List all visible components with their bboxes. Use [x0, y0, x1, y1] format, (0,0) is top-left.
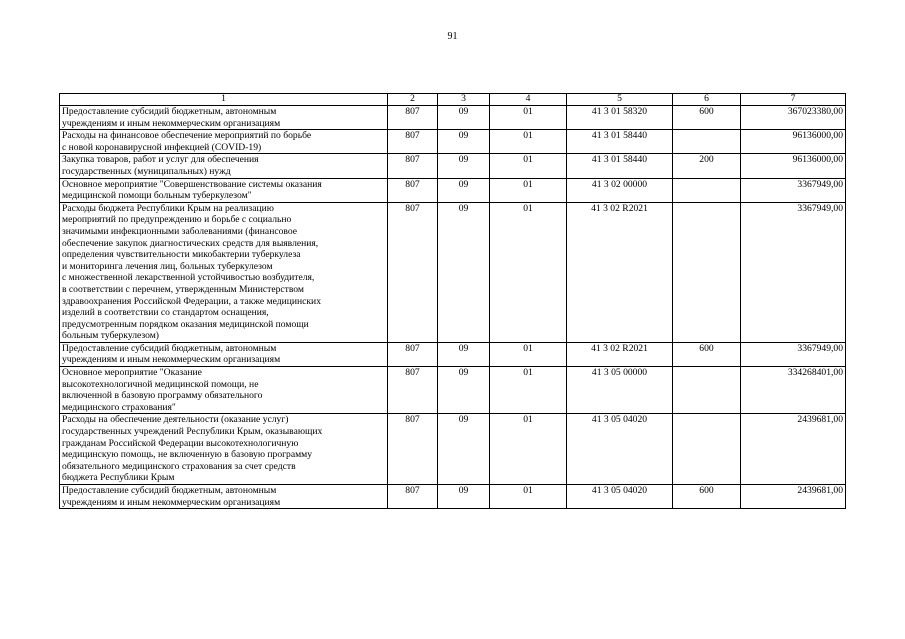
- item-name-cell: Расходы бюджета Республики Крым на реализацию мероприятий по предупреждению и борьбе с социально значимыми инфекционными заболеваниями (финансовое обеспечение закупок диагностических средств для выявления, определения чувствительности микобактерии туберкулеза и мониторинга лечения лиц, больных туберкулезом с множественной лекарственной устойчивостью возбудителя, в соответствии с перечнем, утвержденным Министерством здравоохранения Российской Федерации, а также медицинских изделий в соответствии со стандартом оснащения, предусмотренным порядком оказания медицинской помощи больным туберкулезом): [60, 202, 388, 342]
- ministry-code-cell: 807: [388, 154, 438, 178]
- budget-table: [59, 93, 846, 509]
- section-code-cell: 09: [438, 106, 490, 130]
- column-header: 7: [741, 94, 846, 106]
- subsection-code-cell: 01: [490, 130, 567, 154]
- column-header: 1: [60, 94, 388, 106]
- table-row: [60, 414, 846, 485]
- amount-cell: 2439681,00: [741, 485, 846, 509]
- amount-cell: 3367949,00: [741, 342, 846, 366]
- section-code-cell: 09: [438, 202, 490, 342]
- expense-type-cell: 600: [673, 342, 741, 366]
- target-article-cell: 41 3 05 04020: [567, 485, 673, 509]
- section-code-cell: 09: [438, 414, 490, 485]
- column-header: 2: [388, 94, 438, 106]
- amount-cell: 3367949,00: [741, 202, 846, 342]
- target-article-cell: 41 3 05 04020: [567, 414, 673, 485]
- target-article-cell: 41 3 01 58440: [567, 130, 673, 154]
- column-header: 4: [490, 94, 567, 106]
- expense-type-cell: 600: [673, 106, 741, 130]
- target-article-cell: 41 3 02 R2021: [567, 202, 673, 342]
- amount-cell: 2439681,00: [741, 414, 846, 485]
- subsection-code-cell: 01: [490, 178, 567, 202]
- ministry-code-cell: 807: [388, 414, 438, 485]
- subsection-code-cell: 01: [490, 367, 567, 414]
- table-row: [60, 367, 846, 414]
- item-name-cell: Предоставление субсидий бюджетным, автономным учреждениям и иным некоммерческим организациям: [60, 342, 388, 366]
- ministry-code-cell: 807: [388, 342, 438, 366]
- page-number: 91: [447, 31, 458, 42]
- section-code-cell: 09: [438, 178, 490, 202]
- item-name-cell: Расходы на финансовое обеспечение мероприятий по борьбе с новой коронавирусной инфекцией (COVID-19): [60, 130, 388, 154]
- amount-cell: 367023380,00: [741, 106, 846, 130]
- expense-type-cell: [673, 367, 741, 414]
- ministry-code-cell: 807: [388, 202, 438, 342]
- column-number-row: [60, 94, 846, 106]
- column-header: 6: [673, 94, 741, 106]
- section-code-cell: 09: [438, 485, 490, 509]
- subsection-code-cell: 01: [490, 485, 567, 509]
- amount-cell: 3367949,00: [741, 178, 846, 202]
- item-name-cell: Предоставление субсидий бюджетным, автономным учреждениям и иным некоммерческим организациям: [60, 485, 388, 509]
- expense-type-cell: 200: [673, 154, 741, 178]
- expense-type-cell: 600: [673, 485, 741, 509]
- expense-type-cell: [673, 178, 741, 202]
- subsection-code-cell: 01: [490, 414, 567, 485]
- table-row: [60, 178, 846, 202]
- section-code-cell: 09: [438, 154, 490, 178]
- subsection-code-cell: 01: [490, 154, 567, 178]
- column-header: 5: [567, 94, 673, 106]
- amount-cell: 96136000,00: [741, 154, 846, 178]
- section-code-cell: 09: [438, 342, 490, 366]
- table-row: [60, 106, 846, 130]
- column-header: 3: [438, 94, 490, 106]
- table-row: [60, 342, 846, 366]
- target-article-cell: 41 3 02 R2021: [567, 342, 673, 366]
- expense-type-cell: [673, 202, 741, 342]
- amount-cell: 334268401,00: [741, 367, 846, 414]
- subsection-code-cell: 01: [490, 202, 567, 342]
- table-row: [60, 130, 846, 154]
- target-article-cell: 41 3 02 00000: [567, 178, 673, 202]
- target-article-cell: 41 3 01 58440: [567, 154, 673, 178]
- item-name-cell: Закупка товаров, работ и услуг для обеспечения государственных (муниципальных) нужд: [60, 154, 388, 178]
- ministry-code-cell: 807: [388, 178, 438, 202]
- section-code-cell: 09: [438, 367, 490, 414]
- table-row: [60, 154, 846, 178]
- target-article-cell: 41 3 05 00000: [567, 367, 673, 414]
- item-name-cell: Расходы на обеспечение деятельности (оказание услуг) государственных учреждений Республики Крым, оказывающих гражданам Российской Федерации высокотехнологичную медицинскую помощь, не включенную в базовую программу обязательного медицинского страхования за счет средств бюджета Республики Крым: [60, 414, 388, 485]
- table-row: [60, 202, 846, 342]
- ministry-code-cell: 807: [388, 106, 438, 130]
- ministry-code-cell: 807: [388, 367, 438, 414]
- subsection-code-cell: 01: [490, 342, 567, 366]
- ministry-code-cell: 807: [388, 485, 438, 509]
- expense-type-cell: [673, 414, 741, 485]
- subsection-code-cell: 01: [490, 106, 567, 130]
- table-row: [60, 485, 846, 509]
- ministry-code-cell: 807: [388, 130, 438, 154]
- amount-cell: 96136000,00: [741, 130, 846, 154]
- expense-type-cell: [673, 130, 741, 154]
- item-name-cell: Основное мероприятие "Совершенствование системы оказания медицинской помощи больным туберкулезом": [60, 178, 388, 202]
- section-code-cell: 09: [438, 130, 490, 154]
- target-article-cell: 41 3 01 58320: [567, 106, 673, 130]
- item-name-cell: Предоставление субсидий бюджетным, автономным учреждениям и иным некоммерческим организациям: [60, 106, 388, 130]
- item-name-cell: Основное мероприятие "Оказание высокотехнологичной медицинской помощи, не включенной в базовую программу обязательного медицинского страхования": [60, 367, 388, 414]
